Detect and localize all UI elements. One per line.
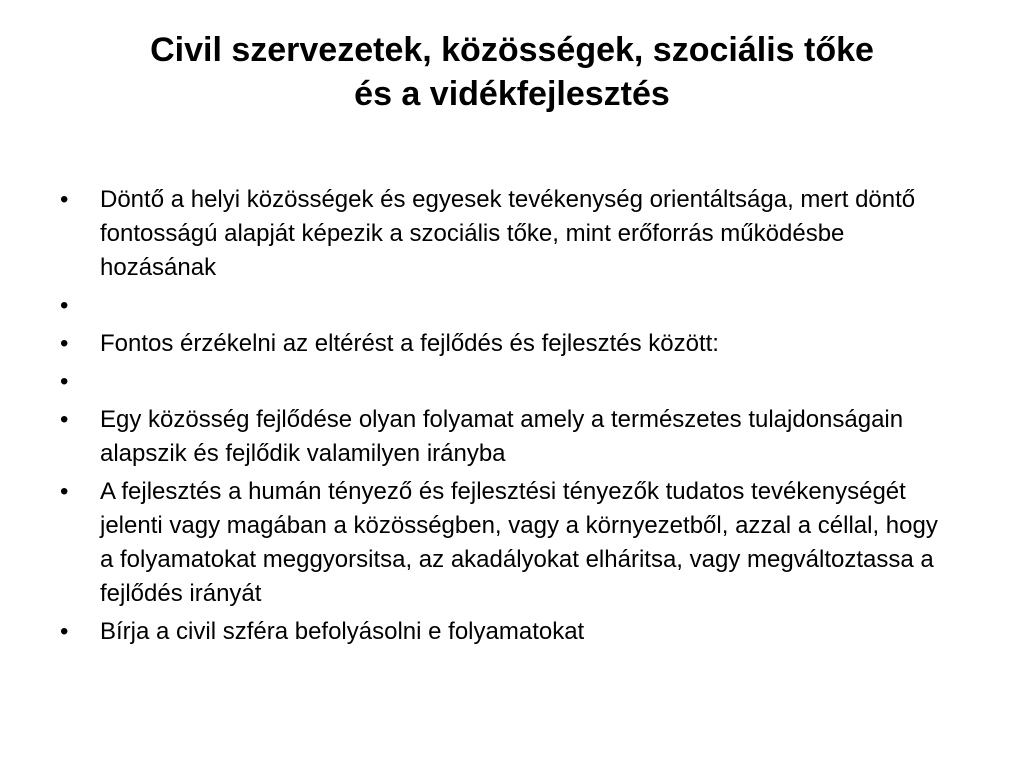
- bullet-marker: •: [60, 406, 69, 433]
- bullet-item-4: [60, 365, 950, 399]
- bullet-text: Fontos érzékelni az eltérést a fejlődés és fejlesztés között:: [100, 330, 719, 357]
- slide-title-line-2: és a vidékfejlesztés: [354, 75, 670, 113]
- bullet-text: Egy közösség fejlődése olyan folyamat amely a természetes tulajdonságain alapszik és fejlődik valamilyen irányba: [100, 406, 904, 467]
- bullet-item-6: [60, 475, 950, 611]
- bullet-marker: •: [60, 478, 69, 505]
- bullet-marker: •: [60, 368, 69, 395]
- bullet-marker: •: [60, 186, 69, 213]
- bullet-item-2: [60, 289, 950, 323]
- slide-title: [60, 28, 964, 116]
- bullet-text: Döntő a helyi közösségek és egyesek tevékenység orientáltsága, mert döntő fontosságú alapját képezik a szociális tőke, mint erőforrás működésbe hozásának: [100, 186, 916, 281]
- bullet-item-1: [60, 183, 950, 285]
- bullet-item-7: [60, 615, 950, 649]
- bullet-item-3: [60, 327, 950, 361]
- bullet-marker: •: [60, 618, 69, 645]
- bullet-marker: •: [60, 330, 69, 357]
- bullet-marker: •: [60, 292, 69, 319]
- slide-title-line-1: Civil szervezetek, közösségek, szociális tőke: [150, 31, 874, 69]
- bullet-text: Bírja a civil szféra befolyásolni e folyamatokat: [100, 618, 585, 645]
- bullet-list: [60, 183, 950, 649]
- bullet-item-5: [60, 403, 950, 471]
- bullet-text: A fejlesztés a humán tényező és fejlesztési tényezők tudatos tevékenységét jelenti vagy magában a közösségben, vagy a környezetből, azzal a céllal, hogy a folyamatokat meggyorsitsa, az akadályokat elháritsa, vagy megváltoztassa a fejlődés irányát: [100, 478, 938, 607]
